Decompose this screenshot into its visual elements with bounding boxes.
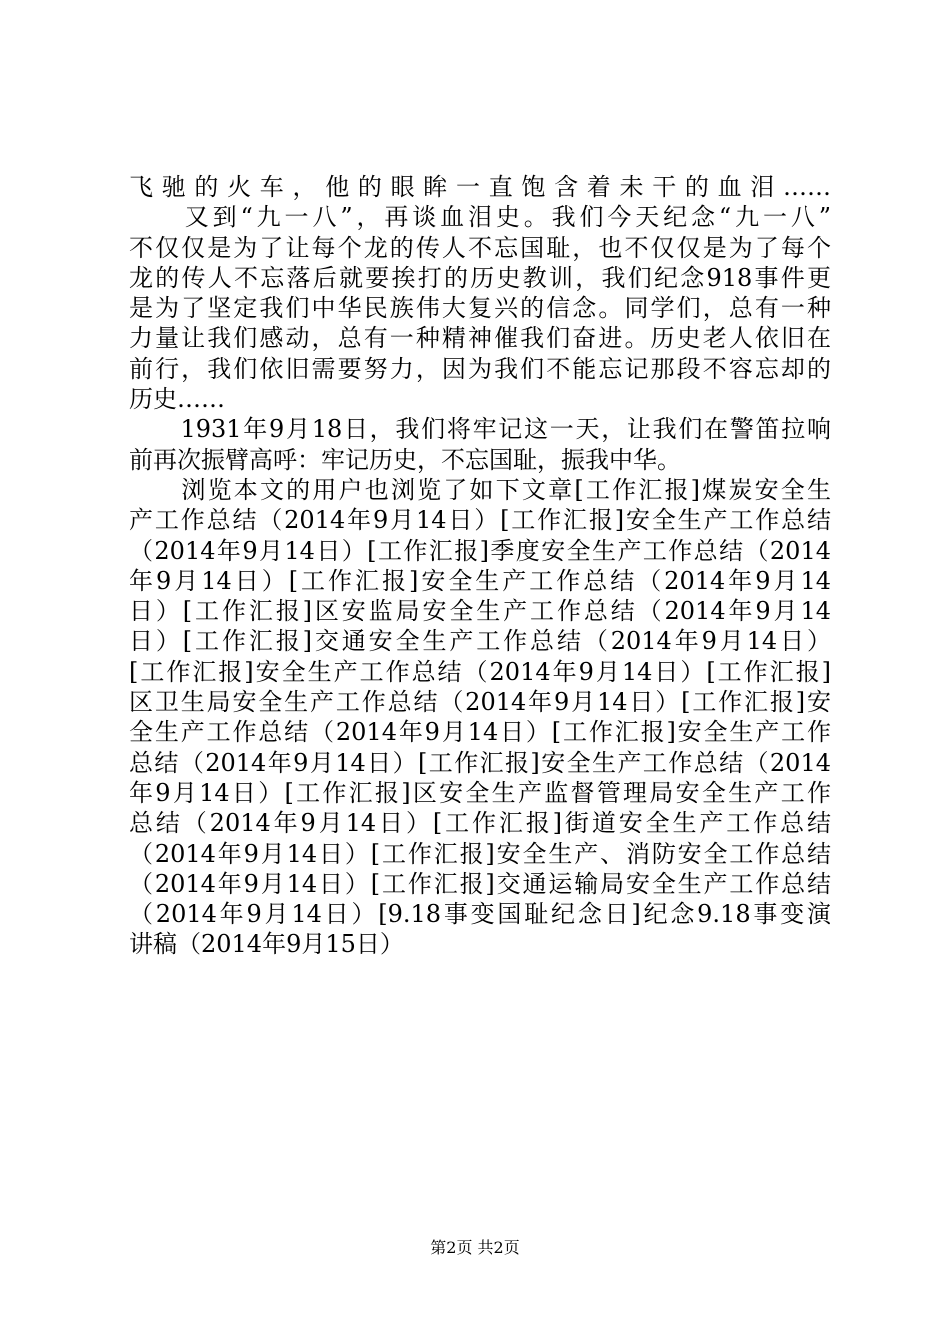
text-line: （2014年9月14日）[工作汇报]交通运输局安全生产工作总结 [129, 869, 831, 898]
text-line: （2014年9月14日）[工作汇报]安全生产、消防安全工作总结 [129, 839, 831, 868]
text-line: 力量让我们感动，总有一种精神催我们奋进。历史老人依旧在 [129, 324, 831, 353]
document-body [129, 172, 831, 960]
text-line: 浏览本文的用户也浏览了如下文章[工作汇报]煤炭安全生 [129, 475, 831, 504]
text-line: 龙的传人不忘落后就要挨打的历史教训，我们纪念918事件更 [129, 263, 831, 292]
text-line: 历史…… [129, 385, 225, 414]
text-line: 前再次振臂高呼：牢记历史，不忘国耻，振我中华。 [129, 445, 681, 474]
text-line: 是为了坚定我们中华民族伟大复兴的信念。同学们，总有一种 [129, 294, 831, 323]
text-line: 区卫生局安全生产工作总结（2014年9月14日）[工作汇报]安 [129, 688, 831, 717]
text-line: 日）[工作汇报]交通安全生产工作总结（2014年9月14日） [129, 627, 831, 656]
text-line: 飞驰的火车，他的眼眸一直饱含着未干的血泪…… [129, 173, 831, 201]
text-line: [工作汇报]安全生产工作总结（2014年9月14日）[工作汇报] [129, 657, 831, 686]
text-line: 前行，我们依旧需要努力，因为我们不能忘记那段不容忘却的 [129, 354, 831, 383]
text-line: 又到“九一八”，再谈血泪史。我们今天纪念“九一八” [129, 203, 831, 232]
text-line: 年9月14日）[工作汇报]安全生产工作总结（2014年9月14 [129, 566, 831, 595]
text-line: 不仅仅是为了让每个龙的传人不忘国耻，也不仅仅是为了每个 [129, 233, 831, 262]
text-line: 年9月14日）[工作汇报]区安全生产监督管理局安全生产工作 [129, 778, 831, 807]
text-line: 讲稿（2014年9月15日） [129, 930, 404, 959]
text-line: 总结（2014年9月14日）[工作汇报]街道安全生产工作总结 [129, 809, 831, 838]
text-line: （2014年9月14日）[9.18事变国耻纪念日]纪念9.18事变演 [129, 900, 831, 929]
text-line: 产工作总结（2014年9月14日）[工作汇报]安全生产工作总结 [129, 506, 831, 535]
page-footer: 第2页 共2页 [430, 1238, 520, 1257]
text-line: 日）[工作汇报]区安监局安全生产工作总结（2014年9月14 [129, 597, 831, 626]
text-line: （2014年9月14日）[工作汇报]季度安全生产工作总结（2014 [129, 536, 831, 565]
text-line: 总结（2014年9月14日）[工作汇报]安全生产工作总结（2014 [129, 748, 831, 777]
text-line: 全生产工作总结（2014年9月14日）[工作汇报]安全生产工作 [129, 718, 831, 747]
text-line: 1931年9月18日，我们将牢记这一天，让我们在警笛拉响 [129, 415, 831, 444]
